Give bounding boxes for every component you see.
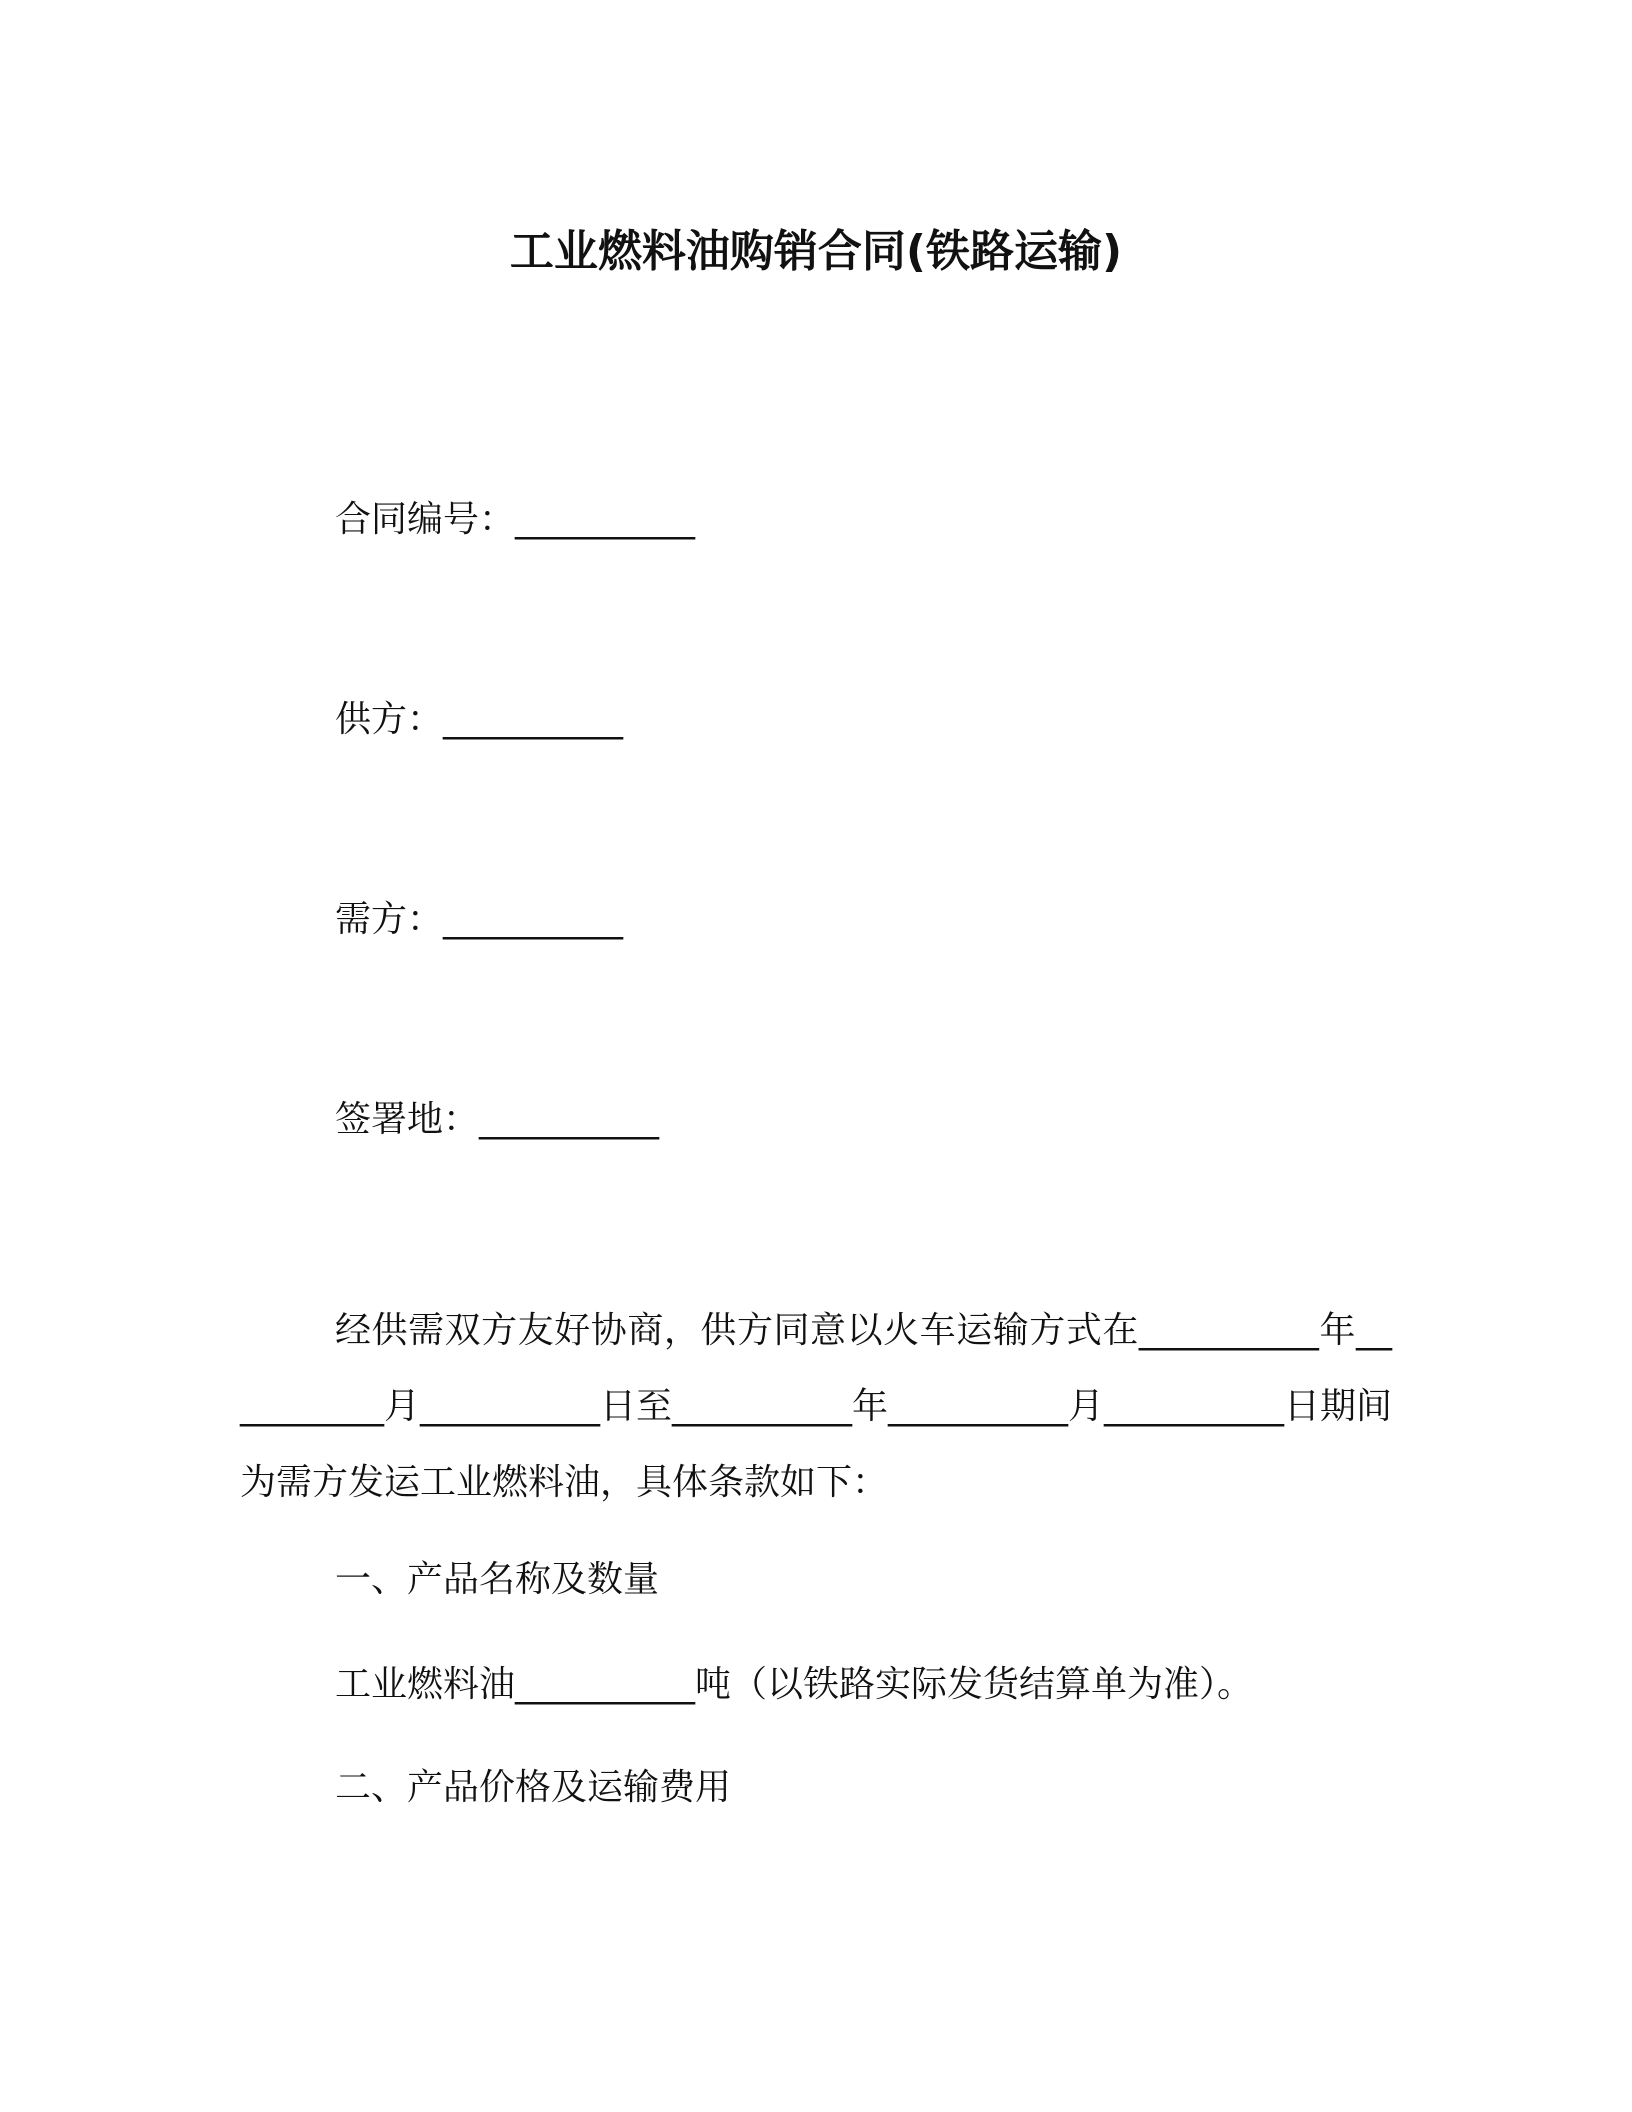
- section-1-text: 工业燃料油__________吨（以铁路实际发货结算单为准）。: [335, 1664, 1254, 1705]
- supplier-field: 供方：__________: [335, 699, 624, 740]
- document-title: 工业燃料油购销合同(铁路运输): [509, 226, 1123, 277]
- section-2-heading: 二、产品价格及运输费用: [335, 1767, 732, 1808]
- buyer-field: 需方：__________: [335, 899, 624, 940]
- intro-paragraph: 经供需双方友好协商，供方同意以火车运输方式在__________年__________月__________日至__________年__________月__________日期间为需方发运工业燃料油，具体条款如下：: [240, 1310, 1392, 1503]
- sign-place-field: 签署地：__________: [335, 1099, 660, 1140]
- section-1-heading: 一、产品名称及数量: [335, 1559, 660, 1600]
- contract-number-field: 合同编号：__________: [335, 499, 696, 540]
